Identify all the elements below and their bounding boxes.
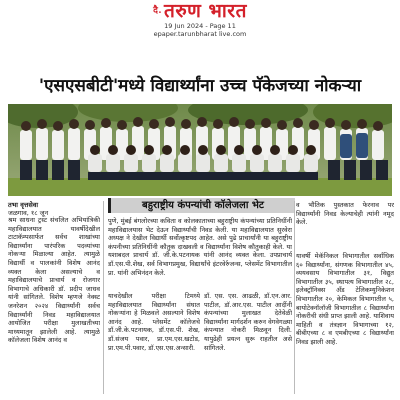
epaper-url: epaper.tarunbharat live.com bbox=[153, 30, 247, 38]
article-column-3: यावर्षी मेकॅनिकल विभागातील सर्वाधिक ६० विद्यार्थ्यांना, संगणक विभागातील ४५, व्ययवसाय विभागातील ३१, विद्युत विभागातील ३५, स्थापत्य विभागातील २८, इलेक्ट्रॉनिक्स अँड टेलिकम्युनिकेशन विभागातील २०, केमिकल विभागातील ५, बायोटेक्नॉलॉजी विभागातील ८ विद्यार्थ्यांना नोकरीची संधी प्राप्त झाली आहे. याशिवाय माहिती व तंत्रज्ञान विभागाच्या १२, बीबीएच्या ८ व एमबीएच्या ८ विद्यार्थ्यांना निवड झाली आहे. bbox=[296, 252, 394, 346]
article-headline: 'एसएसबीटी'मध्ये विद्यार्थ्यांना उच्च पॅकेजच्या नोकऱ्या bbox=[38, 76, 362, 96]
group-photo bbox=[8, 104, 392, 196]
column-divider bbox=[294, 201, 295, 394]
newspaper-logo bbox=[0, 2, 400, 21]
logo-prefix: दै. bbox=[153, 6, 162, 16]
byline bbox=[8, 201, 100, 217]
column-divider bbox=[103, 201, 104, 394]
article-column-2-right: डॉ. एस. एस. आढळी, डॉ.एन.आर. पाटील, डॉ.आर.एस. पाटील आदींनी कंपन्यांच्या मुलाखत देतेवेळी विद्यार्थ्यांना मार्गदर्शन करुन वेगवेगळ्या कंपन्यात नोकरी मिळवून दिली. यापुढेही प्रयत्न सुरू राहतील असे सांगितले. bbox=[204, 292, 292, 352]
logo-text: तरुण भारत bbox=[163, 0, 247, 22]
article-column-1: श्रम साधना ट्रस्ट संचलित अभियांत्रिकी महाविद्यालयात यावर्षीदेखील टाटाकॅम्पसार्फत सर्वच शाखांच्या विद्यार्थ्यांना पारंपरिक पदव्यांच्या नोकऱ्या मिळाल्या आहेत. त्यामुळे विद्यार्थी व पालकांनी विशेष आनंद व्यक्त केला असल्याचे व महाविद्यालयाचे प्राचार्य व रोजगार विभागाचे अधिकारी डॉ. प्रदीप जाधव यांनी सांगितले. विशेष म्हणजे नेक्स्ट जनरेशन २०२४ विद्यार्थ्यांनी सर्वच विद्यार्थ्यांनी निवड महाविद्यालयात आयोजित परीक्षा मुलाखतीच्या माध्यमातून झालेली आहे. त्यामुळे कॉलेजला विशेष आनंद व bbox=[8, 216, 100, 345]
article-column-2-left: याचदेखील परीक्षा टिमध्ये महाविद्यालयात विद्यार्थ्यांना संघात नोकऱ्यांना हे मिळवले असल्याने विशेष आनंद आहे. प्लेसमेंट कॉलेजचे डॉ.जी.के.पटनायक, डॉ.एस.पी. शेख, डॉ.संजय पवार, प्रा.एम.एस.खटोड, प्रा.एम.पी.पवार, डॉ.एस.एस.अन्सारी. bbox=[108, 292, 200, 352]
byline-place-date: जळगाव, १८ जून bbox=[8, 209, 49, 217]
edition-date: 19 Jun 2024 - Page 11 bbox=[164, 22, 236, 30]
masthead bbox=[0, 0, 400, 38]
article-subhead: बहुराष्ट्रीय कंपन्यांची कॉलेजला भेट bbox=[108, 198, 295, 213]
article-column-3-top: व भौतिक पुस्तकात फेरनाव पर विद्यार्थ्यांनी निवड केल्याचेही त्यांनी नमूद केले. bbox=[296, 201, 394, 227]
article-column-2-top: पुणे, मुंबई बंगलोरच्या कविता व कोलकाताच्या बहुराष्ट्रीय कंपन्यांच्या प्रतिनिधींनी महाविद्यालयास भेट देऊन विद्यार्थ्यांची निवड केली. या महाविद्यालयात सुरवेरा अध्यक्ष ने देखील विद्यार्थी सर्वोत्कृष्टपद आहेत. असे पुढे प्राचार्यांनी या बहुराष्ट्रीय कंपनीच्या प्रतिनिधींनी कौतुक दाखवली व विद्यार्थ्यांना विशेष कौतुकाही केले. या यशाबदल प्राचार्य डॉ. जी.के.पटनायक यांनी आनंद व्यक्त केला. उपप्राचार्य डॉ.एस.पी.शेख, सर्व विभागप्रमुख, विद्यार्थांचे इंटरवेर्रुजन्स, प्लेसमेंट विभागातील प्रा. यांनी अभिनंदन केले. bbox=[108, 217, 292, 277]
byline-agency: तभा वृत्तसेवा bbox=[8, 201, 39, 209]
